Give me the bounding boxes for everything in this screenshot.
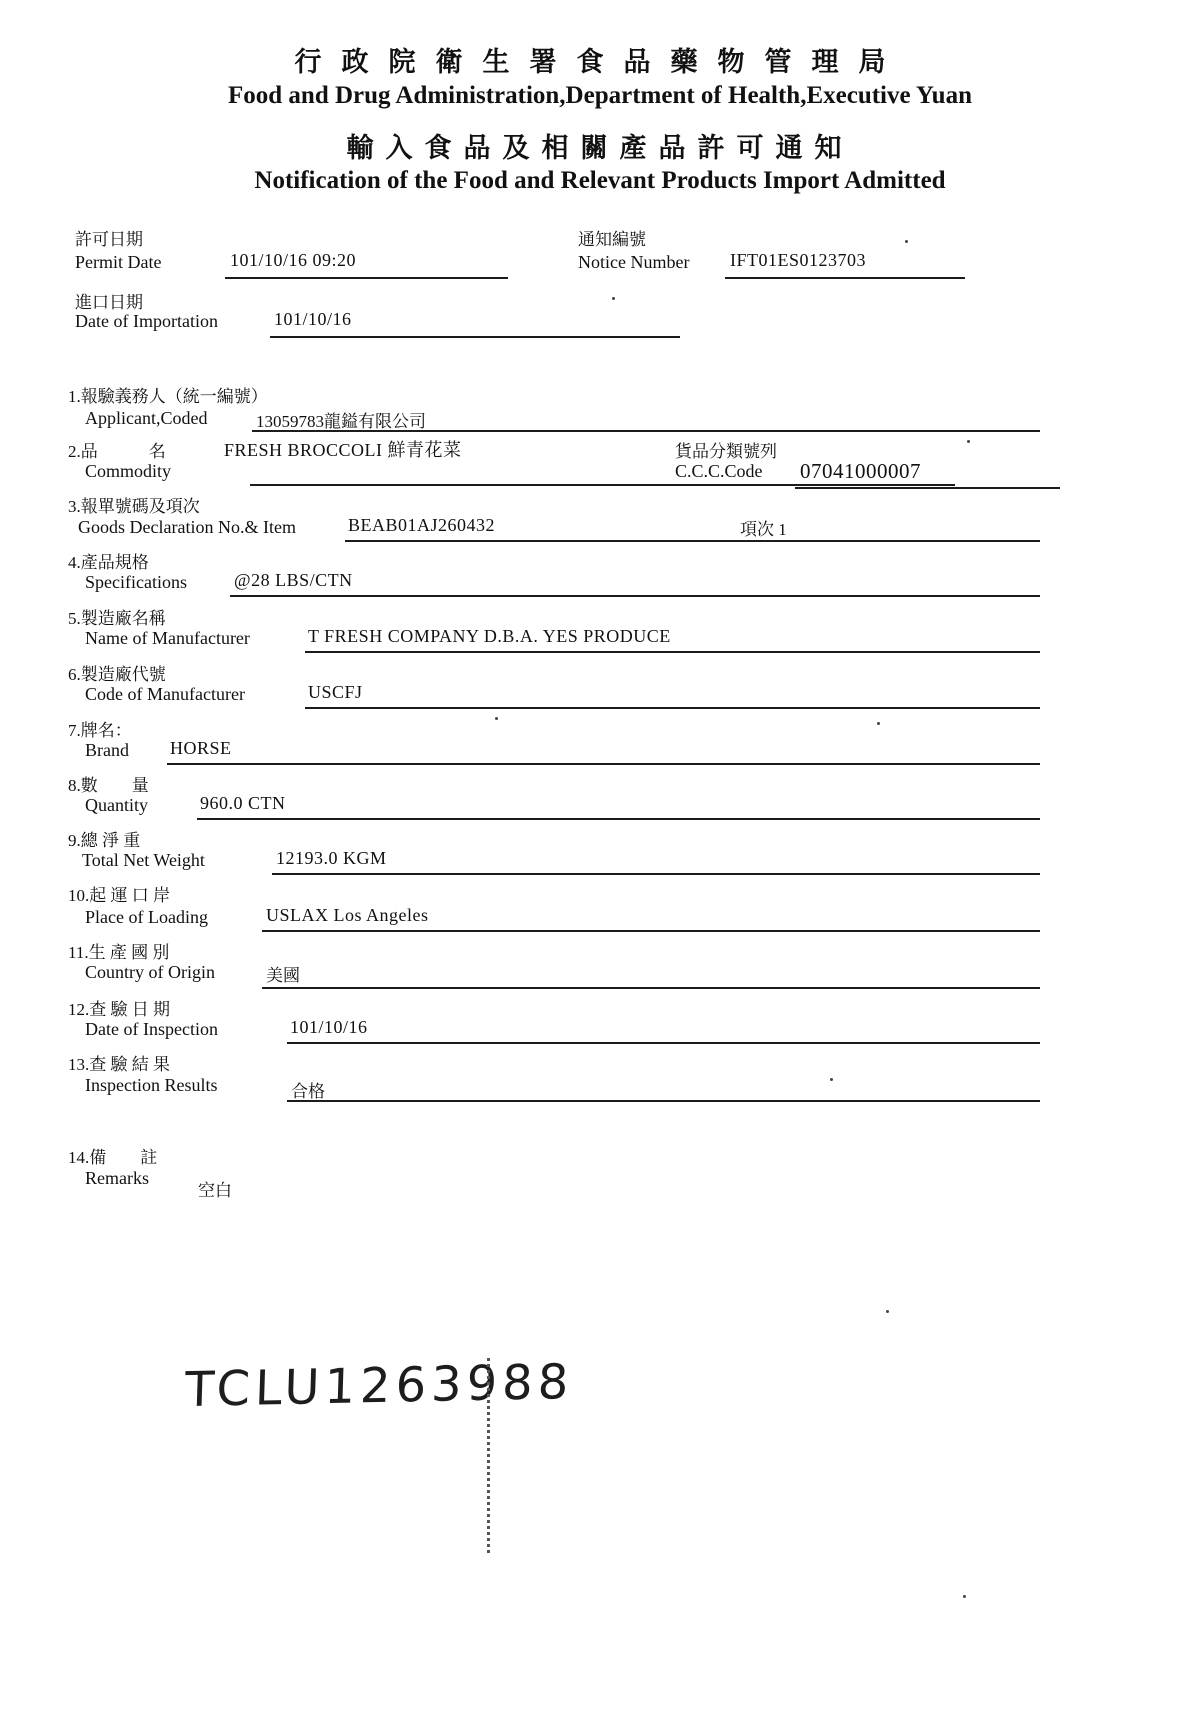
notice-number-label-en: Notice Number <box>578 252 690 272</box>
scan-artifact-dot <box>877 722 880 725</box>
scan-artifact-dot <box>905 240 908 243</box>
field-manufacturer-name-label-zh: 5.製造廠名稱 <box>68 609 166 628</box>
field-manufacturer-code-value: USCFJ <box>308 682 363 702</box>
agency-title-en: Food and Drug Administration,Department of Health,Executive Yuan <box>227 82 972 109</box>
field-country-of-origin-underline <box>262 987 1040 989</box>
scan-artifact-dot <box>495 717 498 720</box>
field-applicant-underline <box>252 430 1040 432</box>
handwritten-container-number: TCLU1263988 <box>184 1353 575 1419</box>
field-goods-declaration-underline <box>345 540 1040 542</box>
permit-date-underline <box>225 277 508 279</box>
field-country-of-origin-label-zh: 11.生 產 國 別 <box>68 943 170 962</box>
document-title-en: Notification of the Food and Relevant Products Import Admitted <box>254 167 946 194</box>
field-specifications-value: @28 LBS/CTN <box>234 570 353 590</box>
field-manufacturer-name-value: T FRESH COMPANY D.B.A. YES PRODUCE <box>308 626 671 646</box>
field-place-of-loading-underline <box>262 930 1040 932</box>
field-inspection-results-value: 合格 <box>291 1082 325 1101</box>
permit-date-label-en: Permit Date <box>75 252 162 272</box>
field-applicant-label-en: Applicant,Coded <box>85 408 208 428</box>
field-goods-declaration-value: BEAB01AJ260432 <box>348 515 496 535</box>
field-quantity-label-zh: 8.數 量 <box>68 776 149 795</box>
ccc-code-underline <box>795 487 1060 489</box>
field-net-weight-label-zh: 9.總 淨 重 <box>68 831 141 850</box>
field-inspection-date-underline <box>287 1042 1040 1044</box>
notice-number-underline <box>725 277 965 279</box>
field-brand-value: HORSE <box>170 738 232 758</box>
field-inspection-results-label-en: Inspection Results <box>85 1075 218 1095</box>
field-remarks-label-en: Remarks <box>85 1168 149 1188</box>
field-manufacturer-code-underline <box>305 707 1040 709</box>
field-goods-declaration-item: 項次 1 <box>740 520 787 539</box>
field-specifications-label-en: Specifications <box>85 572 187 592</box>
field-net-weight-underline <box>272 873 1040 875</box>
field-net-weight-label-en: Total Net Weight <box>82 850 205 870</box>
field-quantity-underline <box>197 818 1040 820</box>
permit-date-value: 101/10/16 09:20 <box>230 250 357 270</box>
field-inspection-results-label-zh: 13.查 驗 結 果 <box>68 1055 170 1074</box>
notice-number-value: IFT01ES0123703 <box>730 250 867 270</box>
field-specifications-label-zh: 4.產品規格 <box>68 553 149 572</box>
field-country-of-origin-label-en: Country of Origin <box>85 962 215 982</box>
scan-dotted-line <box>487 1358 490 1553</box>
notice-number-label-zh: 通知編號 <box>578 230 646 249</box>
ccc-code-label-en: C.C.C.Code <box>675 461 763 481</box>
field-country-of-origin-value: 美國 <box>266 966 300 985</box>
field-goods-declaration-label-zh: 3.報單號碼及項次 <box>68 497 200 516</box>
agency-title-zh: 行政院衛生署食品藥物管理局 <box>294 47 906 77</box>
importation-date-label-en: Date of Importation <box>75 311 218 331</box>
field-specifications-underline <box>230 595 1040 597</box>
scan-artifact-dot <box>886 1310 889 1313</box>
importation-date-label-zh: 進口日期 <box>75 293 143 312</box>
field-applicant-value: 13059783龍鎰有限公司 <box>256 412 426 431</box>
field-place-of-loading-label-en: Place of Loading <box>85 907 208 927</box>
field-manufacturer-code-label-zh: 6.製造廠代號 <box>68 665 166 684</box>
scan-artifact-dot <box>830 1078 833 1081</box>
ccc-code-label-zh: 貨品分類號列 <box>675 442 777 461</box>
importation-date-value: 101/10/16 <box>274 309 352 329</box>
field-manufacturer-name-label-en: Name of Manufacturer <box>85 628 250 648</box>
field-quantity-label-en: Quantity <box>85 795 148 815</box>
document-title-zh: 輸入食品及相關產品許可通知 <box>346 133 854 163</box>
field-goods-declaration-label-en: Goods Declaration No.& Item <box>78 517 296 537</box>
field-manufacturer-name-underline <box>305 651 1040 653</box>
field-brand-label-zh: 7.牌名： <box>68 721 132 740</box>
field-place-of-loading-label-zh: 10.起 運 口 岸 <box>68 886 170 905</box>
scan-artifact-dot <box>963 1595 966 1598</box>
field-remarks-value: 空白 <box>198 1181 232 1200</box>
field-inspection-results-underline <box>287 1100 1040 1102</box>
scan-artifact-dot <box>967 440 970 443</box>
field-inspection-date-label-zh: 12.查 驗 日 期 <box>68 1000 170 1019</box>
field-commodity-label-en: Commodity <box>85 461 172 481</box>
ccc-code-value: 07041000007 <box>800 459 921 483</box>
field-place-of-loading-value: USLAX Los Angeles <box>266 905 429 925</box>
field-inspection-date-value: 101/10/16 <box>290 1017 368 1037</box>
field-inspection-date-label-en: Date of Inspection <box>85 1019 218 1039</box>
field-brand-label-en: Brand <box>85 740 129 760</box>
permit-date-label-zh: 許可日期 <box>75 230 143 249</box>
field-commodity-label-zh: 2.品 名 <box>68 442 166 461</box>
field-remarks-label-zh: 14.備 註 <box>68 1148 158 1167</box>
field-manufacturer-code-label-en: Code of Manufacturer <box>85 684 245 704</box>
field-quantity-value: 960.0 CTN <box>200 793 286 813</box>
scan-artifact-dot <box>612 297 615 300</box>
field-applicant-label-zh: 1.報驗義務人（統一編號） <box>68 387 268 406</box>
field-commodity-underline <box>250 484 955 486</box>
importation-date-underline <box>270 336 680 338</box>
field-net-weight-value: 12193.0 KGM <box>276 848 387 868</box>
field-brand-underline <box>167 763 1040 765</box>
field-commodity-value: FRESH BROCCOLI 鮮青花菜 <box>224 440 462 460</box>
